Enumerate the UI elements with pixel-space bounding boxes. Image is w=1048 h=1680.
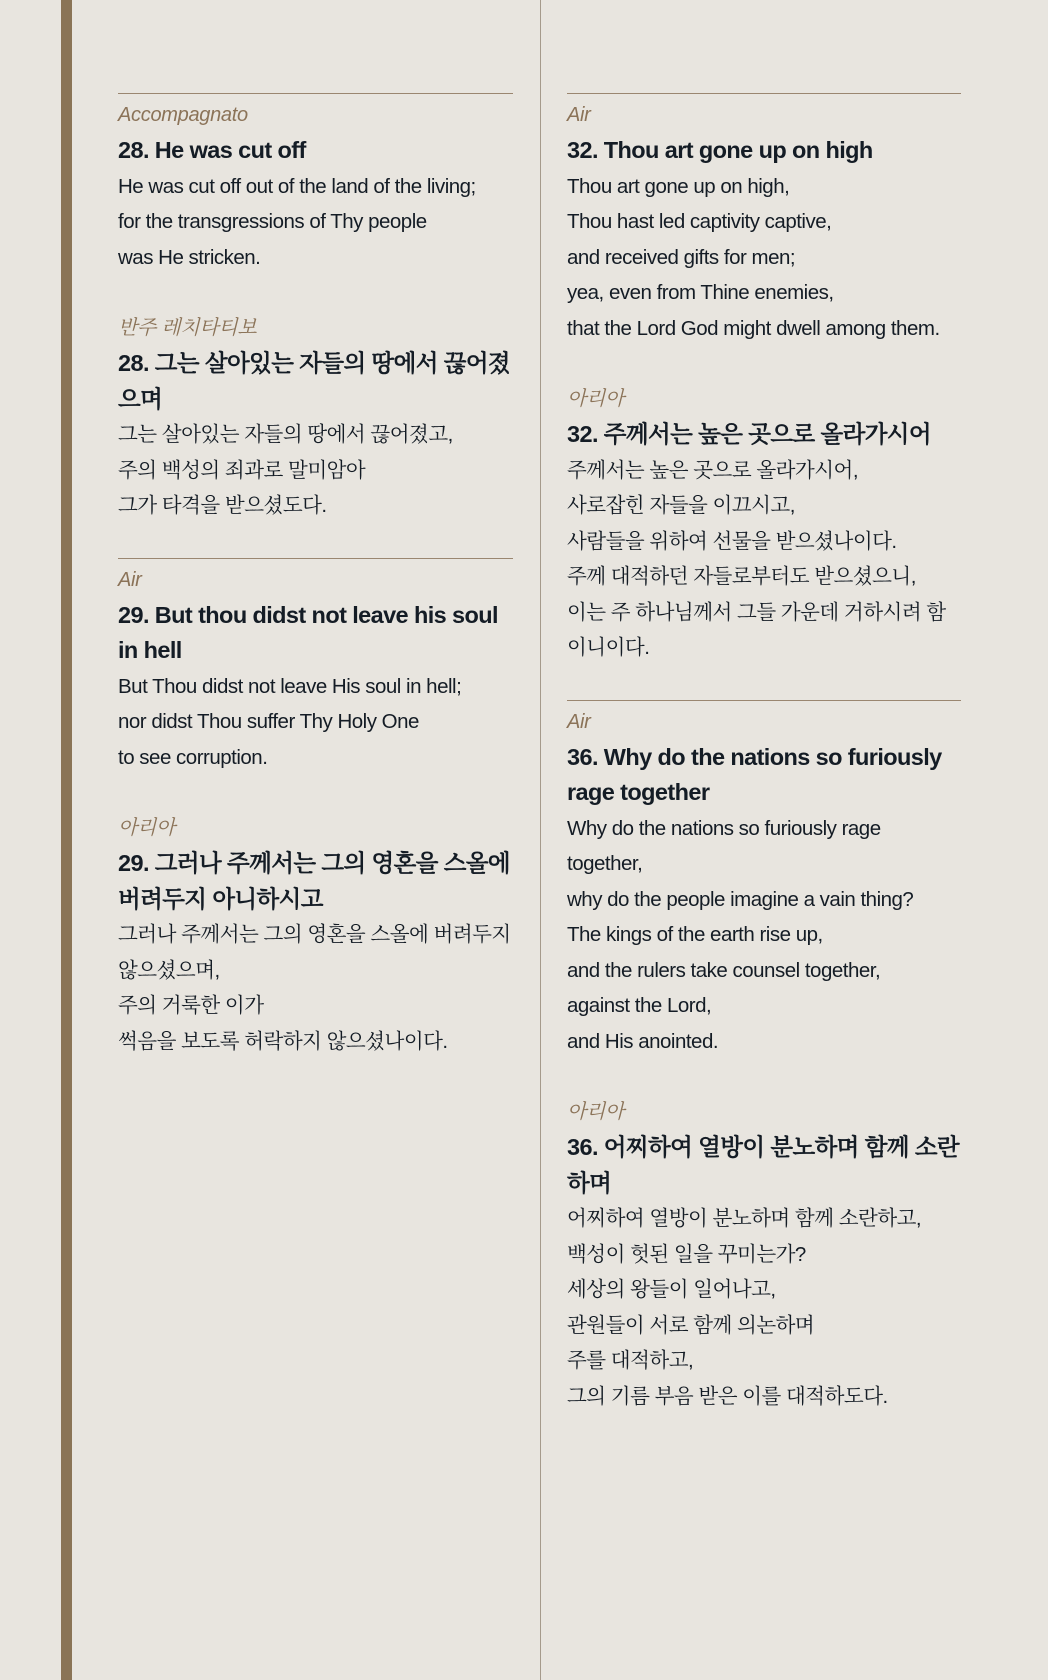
lyric-line: 사람들을 위하여 선물을 받으셨나이다.	[567, 529, 897, 553]
block-korean	[567, 381, 961, 666]
block-english	[118, 97, 513, 275]
movement-title: 28. He was cut off	[118, 137, 306, 163]
block-english	[567, 704, 961, 1060]
lyrics	[567, 1201, 961, 1414]
lyric-line: to see corruption.	[118, 745, 268, 769]
lyric-line: why do the people imagine a vain thing?	[567, 887, 914, 911]
lyric-line: 이는 주 하나님께서 그들 가운데 거하시려 함이니이다.	[567, 600, 946, 659]
lyric-line: 주께서는 높은 곳으로 올라가시어,	[567, 458, 859, 482]
lyric-line: Thou art gone up on high,	[567, 174, 790, 198]
lyric-line: for the transgressions of Thy people	[118, 210, 427, 233]
lyric-line: 백성이 헛된 일을 꾸미는가?	[567, 1242, 806, 1266]
lyric-line: that the Lord God might dwell among them.	[567, 316, 940, 340]
lyric-line: 주의 거룩한 이가	[118, 994, 264, 1017]
left-column	[118, 93, 513, 1093]
block-korean	[567, 1094, 961, 1414]
lyric-line: 그가 타격을 받으셨도다.	[118, 494, 327, 517]
lyric-line: Why do the nations so furiously rage together,	[567, 816, 881, 875]
block-english	[567, 97, 961, 346]
lyric-line: He was cut off out of the land of the living;	[118, 174, 476, 198]
lyrics	[567, 811, 961, 1060]
block-english	[118, 562, 513, 776]
lyrics	[118, 169, 513, 276]
block-korean	[118, 310, 513, 524]
lyrics	[118, 917, 513, 1059]
lyrics	[118, 417, 513, 524]
movement-type-label: 아리아	[118, 817, 176, 839]
lyric-line: 어찌하여 열방이 분노하며 함께 소란하고,	[567, 1207, 922, 1230]
lyric-line: yea, even from Thine enemies,	[567, 281, 834, 304]
lyric-line: 그러나 주께서는 그의 영혼을 스올에 버려두지 않으셨으며,	[118, 923, 511, 982]
lyric-line: 사로잡힌 자들을 이끄시고,	[567, 494, 795, 517]
right-column	[567, 93, 961, 1448]
lyrics	[567, 453, 961, 666]
lyric-line: 그의 기름 부음 받은 이를 대적하도다.	[567, 1384, 888, 1408]
movement-title: 32. Thou art gone up on high	[567, 137, 873, 163]
lyric-line: and His anointed.	[567, 1029, 719, 1053]
movement-title: 36. 어찌하여 열방이 분노하며 함께 소란하며	[567, 1134, 960, 1196]
movement-title: 29. But thou didst not leave his soul in hell	[118, 601, 498, 663]
lyrics	[567, 169, 961, 347]
section-29	[118, 558, 513, 1060]
movement-type-label: 아리아	[567, 388, 625, 410]
lyric-line: 주께 대적하던 자들로부터도 받으셨으니,	[567, 565, 916, 588]
lyric-line: The kings of the earth rise up,	[567, 923, 823, 946]
lyric-line: 썩음을 보도록 허락하지 않으셨나이다.	[118, 1029, 448, 1053]
movement-title: 32. 주께서는 높은 곳으로 올라가시어	[567, 421, 931, 447]
movement-title: 29. 그러나 주께서는 그의 영혼을 스올에 버려두지 아니하시고	[118, 850, 511, 912]
movement-type-label: 반주 레치타티보	[118, 317, 257, 339]
movement-type-label: Air	[567, 710, 591, 733]
accent-bar	[61, 0, 72, 1680]
lyric-line: 주를 대적하고,	[567, 1349, 694, 1372]
lyric-line: against the Lord,	[567, 994, 712, 1017]
lyric-line: 관원들이 서로 함께 의논하며	[567, 1313, 815, 1337]
block-korean	[118, 810, 513, 1059]
lyric-line: was He stricken.	[118, 245, 261, 269]
lyric-line: But Thou didst not leave His soul in hell;	[118, 674, 462, 698]
movement-type-label: Air	[567, 104, 591, 126]
movement-type-label: 아리아	[567, 1101, 625, 1123]
column-divider	[540, 0, 541, 1680]
movement-title: 36. Why do the nations so furiously rage together	[567, 743, 942, 805]
lyric-line: Thou hast led captivity captive,	[567, 210, 832, 233]
movement-type-label: Air	[118, 568, 142, 591]
lyric-line: nor didst Thou suffer Thy Holy One	[118, 710, 419, 733]
lyrics	[118, 669, 513, 776]
section-28	[118, 93, 513, 524]
lyric-line: 주의 백성의 죄과로 말미암아	[118, 458, 366, 482]
section-32	[567, 93, 961, 666]
lyric-line: and received gifts for men;	[567, 245, 796, 269]
lyric-line: 그는 살아있는 자들의 땅에서 끊어졌고,	[118, 423, 453, 446]
lyric-line: and the rulers take counsel together,	[567, 958, 881, 982]
movement-title: 28. 그는 살아있는 자들의 땅에서 끊어졌으며	[118, 350, 511, 412]
section-36	[567, 700, 961, 1415]
movement-type-label: Accompagnato	[118, 104, 248, 126]
lyric-line: 세상의 왕들이 일어나고,	[567, 1278, 776, 1301]
